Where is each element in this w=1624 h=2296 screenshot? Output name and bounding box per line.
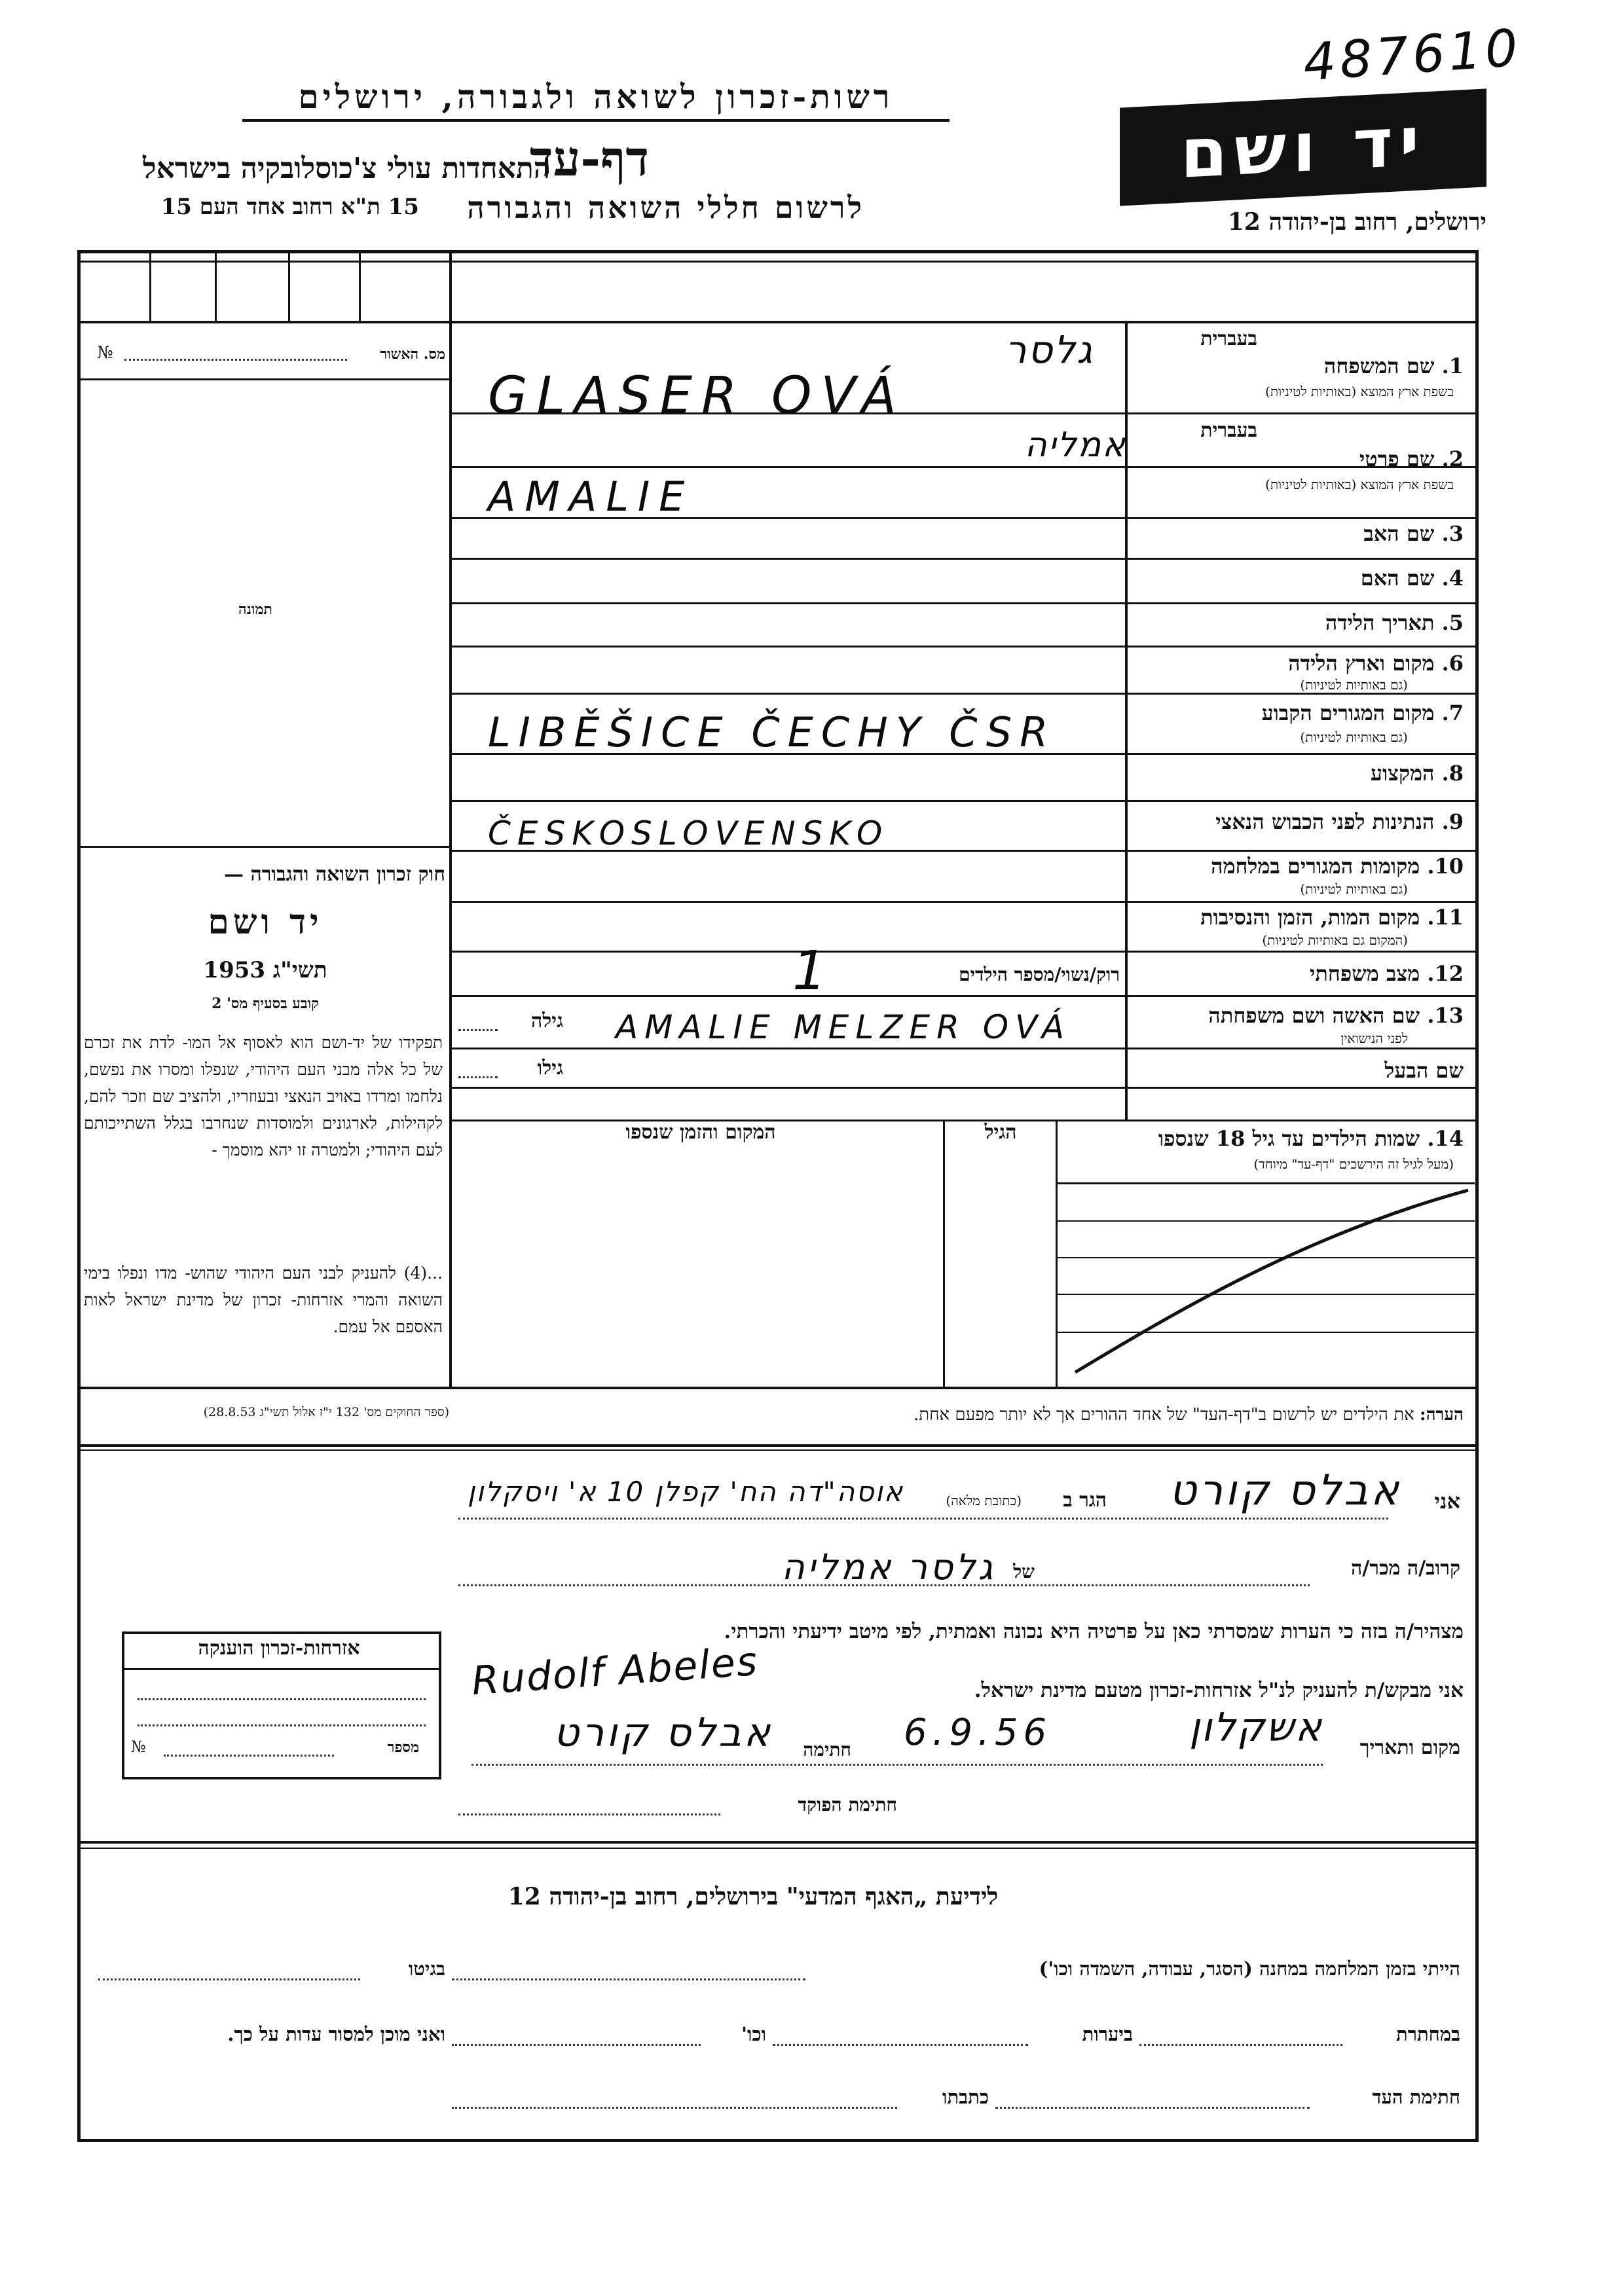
law-name: יד ושם: [208, 902, 323, 942]
footer-line3-b: כתבתו: [942, 2086, 989, 2108]
approval-label: מס. האשור: [380, 346, 445, 363]
nationality-value: ČESKOSLOVENSKO: [488, 814, 889, 852]
decl-signature-name: אבלס קורט: [553, 1710, 773, 1756]
marital-status-options: רוק/נשוי/מספר הילדים: [959, 964, 1120, 985]
field-sub: (המקום גם באותיות לטיניות): [1262, 932, 1408, 948]
decl-place: אשקלון: [1189, 1705, 1323, 1751]
witness-signature: Rudolf Abeles: [470, 1638, 760, 1705]
field-sub: (גם באותיות לטיניות): [1300, 881, 1408, 897]
decl-officer-label: חתימת הפוקד: [798, 1794, 897, 1815]
field-label-death: 11. מקום המות, הזמן והנסיבות: [1200, 905, 1464, 930]
witness-name: אבלס קורט: [1169, 1467, 1401, 1515]
residence-value: LIBĚŠICE ČECHY ČSR: [488, 708, 1056, 756]
note-text: הערה: את הילדים יש לרשום ב"דף-העד" של אחד ההורים אך לא יותר מפעם אחת.: [913, 1405, 1464, 1425]
approval-no: №: [97, 343, 113, 363]
photo-label: תמונה: [238, 601, 272, 618]
field-sub: לפני הנישואין: [1340, 1030, 1408, 1046]
law-text-1: תפקידו של יד-ושם הוא לאסוף אל המו- לדת את זכרם של כל אלה מבני העם היהודי, שנפלו ומסרו את נפשם, נלחמו ומרדו באויב הנאצי ובעוזריו, ולהציב שם וזכר להם, לקהילות, לארגונים ולמוסדות שנחרבו בגלל השתייכותם לעם היהודי; ולמטרה זו יהא מוסמך -: [84, 1033, 443, 1159]
decl-relation-label: קרוב/ה מכר/ה: [1351, 1557, 1460, 1580]
wife-name-value: AMALIE MELZER OVÁ: [616, 1008, 1071, 1046]
field-number: 1.: [1441, 354, 1464, 378]
decl-place-date-label: מקום ותאריך: [1359, 1736, 1460, 1759]
field-label-wife: 13. שם האשה ושם משפחתה: [1208, 1003, 1464, 1028]
law-section: קובע בסעיף מס' 2: [212, 995, 319, 1012]
form-subtitle: לרשום חללי השואה והגבורה: [467, 190, 864, 225]
field-sub: בשפת ארץ המוצא (באותיות לטיניות): [1265, 384, 1454, 399]
field-label-war-residence: 10. מקומות המגורים במלחמה: [1211, 854, 1464, 879]
field-label-birth-place: 6. מקום וארץ הלידה: [1288, 651, 1464, 676]
authority-title: רשות-זכרון לשואה ולגבורה, ירושלים: [298, 77, 894, 116]
first-name-hebrew: אמליה: [1024, 426, 1126, 465]
family-name-value: GLASER OVÁ: [488, 367, 906, 426]
children-label: 14. שמות הילדים עד גיל 18 שנספו: [1158, 1126, 1464, 1151]
citizenship-number-label: מספר: [387, 1739, 419, 1756]
footer-title: לידיעת „האגף המדעי" בירושלים, רחוב בן-יהודה 12: [507, 1883, 999, 1910]
field-label-residence: 7. מקום המגורים הקבוע: [1261, 701, 1464, 725]
relation-of-name: גלסר אמליה: [781, 1546, 995, 1588]
field-hebrew-tag: בעברית: [1200, 327, 1257, 350]
footer-line2-a: במחתרת: [1396, 2023, 1460, 2045]
field-label-father: 3. שם האב: [1363, 521, 1464, 546]
union-address: 15 ת"א רחוב אחד העם 15: [160, 194, 419, 220]
decl-signature-label: חתימה: [803, 1739, 851, 1760]
law-year: תשי"ג 1953: [203, 957, 327, 983]
footer-line1-a: הייתי בזמן המלחמה במחנה (הסגר, עבודה, השמדה וכו'): [1039, 1958, 1460, 1980]
decl-i-label: אני: [1434, 1489, 1460, 1514]
law-source: (ספר החוקים מס' 132 י"ז אלול תשי"ג 28.8.53): [203, 1405, 449, 1419]
form-title: דף-עד: [529, 131, 650, 187]
footer-line2-d: ואני מוכן למסור עדות על כך.: [227, 2023, 445, 2045]
field-label-mother: 4. שם האם: [1360, 566, 1464, 591]
field-label: שם המשפחה: [1323, 354, 1435, 378]
field-hebrew-tag: בעברית: [1200, 419, 1257, 442]
field-label-first-name: 2. שם פרטי: [1359, 446, 1464, 471]
children-count-value: 1: [792, 940, 836, 1002]
union-name: התאחדות עולי צ'כוסלובקיה בישראל: [142, 152, 550, 185]
law-text-2: ...(4) להעניק לבני העם היהודי שהוש- מדו ונפלו בימי השואה והמרי אזרחות- זכרון של מדינת ישראל לאות האספם אל עמם.: [84, 1264, 443, 1336]
field-label-family-name: [1133, 354, 1464, 378]
footer-line2-c: וכו': [741, 2023, 766, 2045]
field-sub: (גם באותיות לטיניות): [1300, 677, 1408, 693]
first-name-value: AMALIE: [488, 473, 694, 520]
decl-date: 6.9.56: [904, 1711, 1052, 1754]
citizenship-number-symbol: №: [131, 1738, 146, 1756]
field-label-profession: 8. המקצוע: [1370, 761, 1464, 786]
archive-number: 487610: [1301, 18, 1524, 93]
footer-line1-b: בגיטו: [408, 1958, 445, 1980]
yad-vashem-logo: יד ושם: [1120, 88, 1486, 206]
children-sub: (מעל לגיל זה הירשכים "דף-עד" מיוחד): [1253, 1156, 1454, 1172]
decl-request: אני מבקש/ת להעניק לנ"ל אזרחות-זכרון מטעם מדינת ישראל.: [974, 1679, 1464, 1702]
cancel-stroke: [1056, 1182, 1475, 1387]
field-sub: (גם באותיות לטיניות): [1300, 729, 1408, 745]
decl-of-label: של: [1013, 1561, 1035, 1582]
witness-address: אוסה"דה הח' קפלן 10 א' ויסקלון: [467, 1476, 904, 1508]
law-title: חוק זכרון השואה והגבורה —: [224, 863, 445, 886]
family-name-hebrew: גלסר: [1005, 327, 1094, 372]
footer-line2-b: ביערות: [1082, 2023, 1133, 2045]
field-label-nationality: 9. הנתינות לפני הכבוש הנאצי: [1215, 809, 1464, 834]
field-label-marital: 12. מצב משפחתי: [1310, 961, 1464, 986]
field-sub: בשפת ארץ המוצא (באותיות לטיניות): [1265, 477, 1454, 492]
decl-lives-label: הגר ב: [1063, 1489, 1107, 1512]
wife-age-label: גילה: [530, 1010, 563, 1032]
decl-statement: מצהיר/ה בזה כי הערות שמסרתי כאן על פרטיה היא נכונה ואמתית, לפי מיטב ידיעתי והכרתי.: [724, 1620, 1464, 1643]
husband-age-label: גילו: [537, 1057, 563, 1080]
children-age-column: הגיל: [984, 1121, 1017, 1144]
logo-address: ירושלים, רחוב בן-יהודה 12: [1227, 208, 1486, 236]
footer-line3-a: חתימת העד: [1372, 2086, 1460, 2108]
decl-address-hint: (כתובת מלאה): [946, 1493, 1022, 1508]
citizenship-title: אזרחות-זכרון הוענקה: [198, 1637, 360, 1660]
field-label-husband: שם הבעל: [1384, 1058, 1464, 1083]
children-place-column: המקום והזמן שנספו: [625, 1121, 776, 1144]
field-label-birth-date: 5. תאריך הלידה: [1325, 610, 1464, 635]
